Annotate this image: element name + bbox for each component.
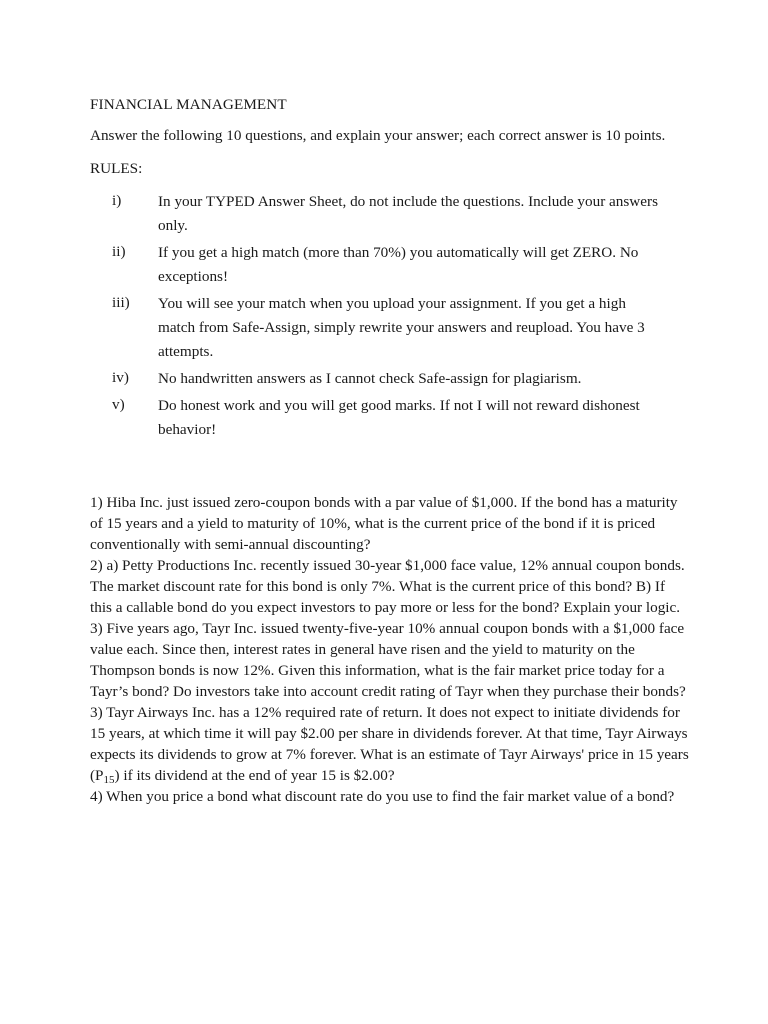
question-item: 3) Five years ago, Tayr Inc. issued twenty-five-year 10% annual coupon bonds with a $1,000 face value each. Since then, interest rates in general have risen and the yield to maturity on the Thompson bonds is now 12%. Given this information, what is the fair market price today for a Tayr’s bond? Do investors take into account credit rating of Tayr when they purchase their bonds? (90, 620, 686, 700)
rule-text: No handwritten answers as I cannot check Safe-assign for plagiarism. (158, 370, 582, 387)
rule-number: i) (112, 192, 122, 209)
rules-list (90, 190, 690, 442)
question-text-part: ) if its dividend at the end of year 15 is $2.00? (114, 767, 395, 784)
rule-number: iii) (112, 294, 130, 311)
rule-item (90, 190, 690, 238)
rule-item (90, 367, 690, 391)
rule-number: v) (112, 396, 125, 413)
instructions-paragraph: Answer the following 10 questions, and explain your answer; each correct answer is 10 points. (90, 127, 666, 144)
rule-item (90, 241, 690, 289)
rule-text: Do honest work and you will get good marks. If not I will not reward dishonest behavior! (158, 397, 640, 438)
rule-text: If you get a high match (more than 70%) you automatically will get ZERO. No exceptions! (158, 244, 639, 285)
question-text-part: 3) Tayr Airways Inc. has a 12% required rate of return. It does not expect to initiate dividends for 15 years, at which time it will pay $2.00 per share in dividends forever. At that time, Tayr Airways expects its dividends to grow at 7% forever. What is an estimate of Tayr Airways' price in 15 years (P (90, 704, 689, 784)
question-item: 2) a) Petty Productions Inc. recently issued 30-year $1,000 face value, 12% annual coupon bonds. The market discount rate for this bond is only 7%. What is the current price of this bond? B) If this a callable bond do you expect investors to pay more or less for the bond? Explain your logic. (90, 557, 685, 616)
rules-heading: RULES: (90, 160, 143, 177)
rule-item (90, 394, 690, 442)
question-item (90, 702, 690, 786)
rule-number: iv) (112, 369, 129, 386)
question-item: 1) Hiba Inc. just issued zero-coupon bonds with a par value of $1,000. If the bond has a maturity of 15 years and a yield to maturity of 10%, what is the current price of the bond if it is priced conventionally with semi-annual discounting? (90, 494, 678, 553)
rule-number: ii) (112, 243, 126, 260)
rule-text: In your TYPED Answer Sheet, do not include the questions. Include your answers only. (158, 193, 658, 234)
rule-item (90, 292, 690, 364)
question-item: 4) When you price a bond what discount rate do you use to find the fair market value of a bond? (90, 788, 675, 805)
document-title: FINANCIAL MANAGEMENT (90, 96, 287, 113)
price-subscript: 15 (103, 774, 115, 786)
rule-text: You will see your match when you upload your assignment. If you get a high match from Safe-Assign, simply rewrite your answers and reupload. You have 3 attempts. (158, 295, 645, 360)
questions-section (90, 492, 690, 807)
document-body (90, 94, 690, 807)
